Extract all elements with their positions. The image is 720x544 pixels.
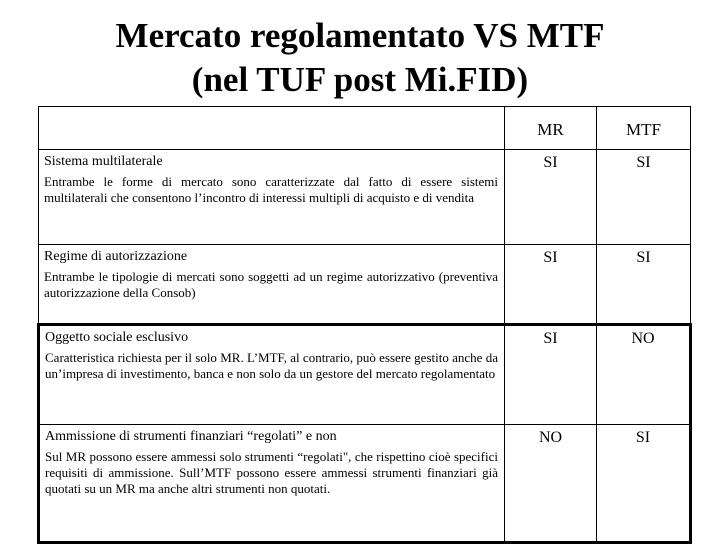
header-mtf: MTF bbox=[597, 107, 691, 150]
table-row-oggetto-sociale bbox=[39, 325, 691, 425]
row-title: Sistema multilaterale bbox=[44, 154, 163, 169]
row-description: Entrambe le tipologie di mercati sono soggetti ad un regime autorizzativo (preventiva autorizzazione della Consob) bbox=[44, 269, 498, 300]
row-description-cell bbox=[39, 245, 505, 325]
row-title: Ammissione di strumenti finanziari “regolati” e non bbox=[45, 429, 337, 444]
row-description: Caratteristica richiesta per il solo MR. L’MTF, al contrario, può essere gestito anche da un’impresa di investimento, banca e non solo da un gestore del mercato regolamentato bbox=[45, 350, 498, 381]
cell-mtf-value: SI bbox=[597, 150, 691, 245]
header-description-cell bbox=[39, 107, 505, 150]
cell-mtf-value: SI bbox=[597, 245, 691, 325]
table-row-sistema-multilaterale bbox=[39, 150, 691, 245]
table-row-regime-autorizzazione bbox=[39, 245, 691, 325]
slide-title bbox=[0, 14, 720, 102]
comparison-table bbox=[37, 106, 692, 544]
row-title: Regime di autorizzazione bbox=[44, 249, 188, 264]
row-description: Entrambe le forme di mercato sono caratterizzate dal fatto di essere sistemi multilaterali che consentono l’incontro di interessi multipli di acquisto e di vendita bbox=[44, 174, 498, 205]
table-row-ammissione-strumenti bbox=[39, 425, 691, 543]
cell-mr-value: SI bbox=[505, 325, 597, 425]
row-description-cell bbox=[39, 150, 505, 245]
row-description-cell bbox=[39, 325, 505, 425]
cell-mr-value: SI bbox=[505, 150, 597, 245]
slide-title-line-2: (nel TUF post Mi.FID) bbox=[191, 60, 529, 99]
row-title: Oggetto sociale esclusivo bbox=[45, 330, 189, 345]
header-mr: MR bbox=[505, 107, 597, 150]
cell-mr-value: SI bbox=[505, 245, 597, 325]
cell-mtf-value: SI bbox=[597, 425, 691, 543]
table-header-row bbox=[39, 107, 691, 150]
cell-mr-value: NO bbox=[505, 425, 597, 543]
slide-title-line-1: Mercato regolamentato VS MTF bbox=[115, 16, 605, 55]
row-description: Sul MR possono essere ammessi solo strumenti “regolati", che rispettino cioè specifici requisiti di ammissione. Sull’MTF possono essere ammessi strumenti finanziari già quotati su un MR ma anche altri strumenti non quotati. bbox=[45, 449, 498, 496]
row-description-cell bbox=[39, 425, 505, 543]
cell-mtf-value: NO bbox=[597, 325, 691, 425]
